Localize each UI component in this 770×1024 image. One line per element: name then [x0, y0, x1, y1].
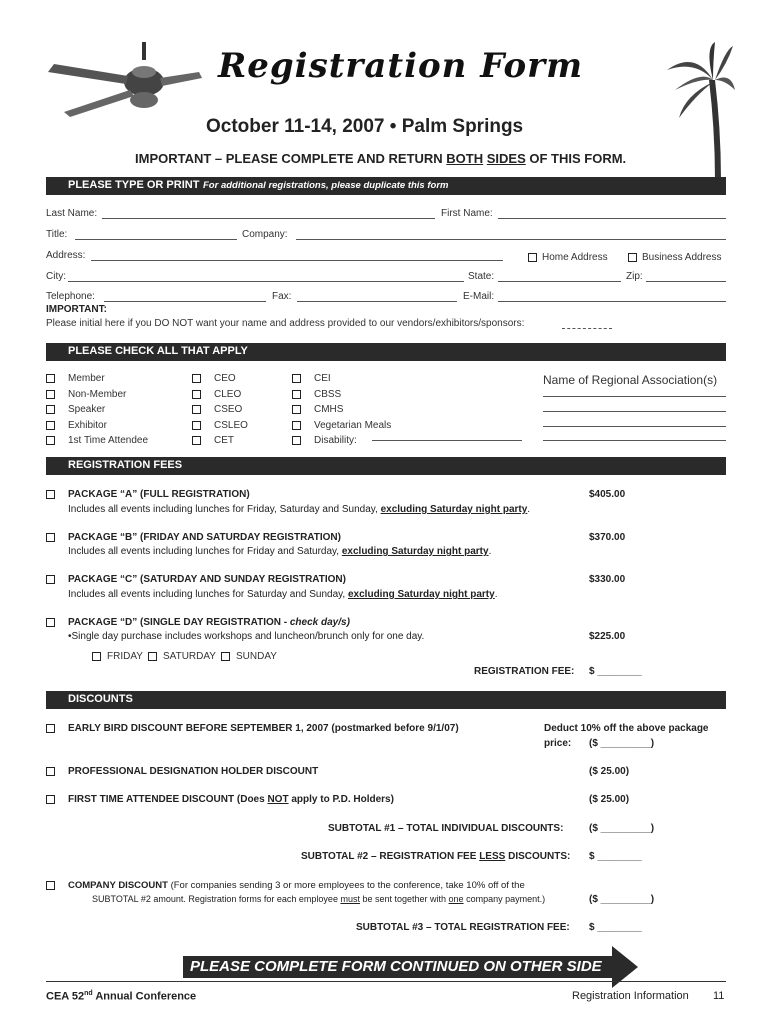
package-c-period: .: [494, 589, 498, 600]
check-all-header: [46, 343, 726, 361]
disability-field[interactable]: [372, 440, 522, 441]
package-b-price: $370.00: [589, 532, 626, 543]
package-c-desc-text: Includes all events including lunches for Saturday and Sunday,: [68, 589, 348, 600]
initial-note: Please initial here if you DO NOT want your name and address provided to our vendors/exhibitors/sponsors:: [46, 318, 525, 329]
early-bird-deduct: Deduct 10% off the above package: [544, 723, 709, 734]
designation-a-checkbox-0[interactable]: [192, 374, 201, 383]
city-label: City:: [46, 271, 66, 282]
conference-name-pre: CEA 52: [46, 990, 85, 1003]
footer-section-label: Registration Information: [572, 990, 689, 1002]
title-field[interactable]: [75, 239, 237, 240]
last-name-label: Last Name:: [46, 208, 98, 219]
designation-b-label-1: CBSS: [314, 388, 342, 400]
designation-b-label-4: Disability:: [314, 435, 357, 446]
first-name-label: First Name:: [441, 208, 493, 219]
subtotal-2-pre: SUBTOTAL #2 – REGISTRATION FEE: [301, 851, 480, 862]
city-field[interactable]: [68, 281, 464, 282]
company-discount-title: COMPANY DISCOUNT: [68, 880, 168, 891]
important-label: IMPORTANT:: [46, 304, 107, 315]
package-d-title: [68, 617, 350, 628]
business-address-label: Business Address: [642, 252, 722, 263]
registration-fee-label: REGISTRATION FEE:: [474, 666, 575, 677]
first-time-discount-value: ($ 25.00): [589, 794, 630, 805]
important-both: BOTH: [446, 151, 484, 166]
subtotal-2-value[interactable]: $ ________: [589, 851, 642, 862]
initial-field[interactable]: [562, 328, 612, 329]
company-field[interactable]: [296, 239, 726, 240]
designation-a-label-4: CET: [214, 435, 234, 446]
friday-checkbox[interactable]: [92, 652, 101, 661]
registration-fee-value[interactable]: $ ________: [589, 666, 642, 677]
important-sides: SIDES: [486, 151, 526, 166]
attendee-type-checkbox-2[interactable]: [46, 405, 55, 414]
company-line2-one: one: [448, 894, 464, 904]
registration-fees-heading: REGISTRATION FEES: [68, 459, 183, 471]
company-discount-value[interactable]: ($ _________): [589, 894, 655, 905]
designation-b-label-3: Vegetarian Meals: [314, 419, 392, 431]
designation-b-label-0: CEI: [314, 373, 331, 384]
attendee-type-label-2: Speaker: [68, 404, 106, 415]
package-d-title-text: PACKAGE “D” (SINGLE DAY REGISTRATION -: [68, 617, 290, 628]
sunday-label: SUNDAY: [236, 651, 277, 662]
regional-association-label: Name of Regional Association(s): [543, 373, 718, 387]
designation-b-checkbox-2[interactable]: [292, 405, 301, 414]
address-label: Address:: [46, 250, 86, 261]
designation-a-checkbox-2[interactable]: [192, 405, 201, 414]
package-d-description: •Single day purchase includes workshops and luncheon/brunch only for one day.: [68, 631, 425, 642]
email-field[interactable]: [498, 301, 726, 302]
package-c-description: [68, 589, 497, 600]
friday-label: FRIDAY: [107, 651, 143, 662]
continue-text: PLEASE COMPLETE FORM CONTINUED ON OTHER SIDE: [190, 958, 602, 975]
subtotal-1-value[interactable]: ($ _________): [589, 823, 655, 834]
company-label: Company:: [242, 229, 288, 240]
early-bird-label: EARLY BIRD DISCOUNT BEFORE SEPTEMBER 1, 2007 (postmarked before 9/1/07): [68, 723, 459, 734]
package-b-title: PACKAGE “B” (FRIDAY AND SATURDAY REGISTRATION): [68, 532, 341, 543]
type-or-print-header: [46, 177, 726, 195]
designation-b-checkbox-4[interactable]: [292, 436, 301, 445]
designation-a-checkbox-1[interactable]: [192, 390, 201, 399]
attendee-type-checkbox-4[interactable]: [46, 436, 55, 445]
package-c-price: $330.00: [589, 574, 626, 585]
package-c-title: PACKAGE “C” (SATURDAY AND SUNDAY REGISTRATION): [68, 574, 346, 585]
company-discount-checkbox[interactable]: [46, 881, 55, 890]
package-d-check-note: check day/s): [289, 617, 350, 628]
saturday-label: SATURDAY: [163, 651, 216, 662]
designation-a-checkbox-3[interactable]: [192, 421, 201, 430]
company-line2-must: must: [340, 894, 360, 904]
professional-discount-label: PROFESSIONAL DESIGNATION HOLDER DISCOUNT: [68, 766, 319, 777]
package-b-checkbox[interactable]: [46, 533, 55, 542]
telephone-label: Telephone:: [46, 291, 95, 302]
subtotal-2-label: [301, 851, 570, 862]
address-field[interactable]: [91, 260, 503, 261]
email-label: E-Mail:: [463, 291, 495, 302]
type-or-print-subheading: For additional registrations, please duplicate this form: [203, 180, 449, 191]
designation-b-checkbox-1[interactable]: [292, 390, 301, 399]
saturday-checkbox[interactable]: [148, 652, 157, 661]
zip-field[interactable]: [646, 281, 726, 282]
company-line2-mid: be sent together with: [359, 894, 449, 904]
designation-a-checkbox-4[interactable]: [192, 436, 201, 445]
package-d-checkbox[interactable]: [46, 618, 55, 627]
important-pre: IMPORTANT – PLEASE COMPLETE AND RETURN: [135, 151, 447, 166]
first-name-field[interactable]: [498, 218, 726, 219]
package-a-description: [68, 504, 530, 515]
telephone-field[interactable]: [104, 301, 266, 302]
subtotal-3-value[interactable]: $ ________: [589, 922, 642, 933]
subtotal-3-label: SUBTOTAL #3 – TOTAL REGISTRATION FEE:: [356, 922, 570, 933]
company-discount-line2: [92, 894, 545, 904]
conference-name-sup: nd: [84, 990, 93, 997]
regional-association-line-2[interactable]: [543, 411, 726, 412]
registration-fees-header: [46, 457, 726, 475]
form-title: Registration Form: [218, 46, 584, 86]
package-c-checkbox[interactable]: [46, 575, 55, 584]
designation-b-label-2: CMHS: [314, 404, 344, 415]
discounts-header: [46, 691, 726, 709]
attendee-type-label-3: Exhibitor: [68, 419, 107, 431]
first-time-discount-checkbox[interactable]: [46, 795, 55, 804]
home-address-checkbox[interactable]: [528, 253, 537, 262]
subtotal-1-label: SUBTOTAL #1 – TOTAL INDIVIDUAL DISCOUNTS:: [328, 823, 564, 834]
home-address-label: Home Address: [542, 252, 608, 263]
subtotal-2-less: LESS: [479, 851, 506, 862]
package-a-desc-text: Includes all events including lunches for Friday, Saturday and Sunday,: [68, 504, 381, 515]
discounts-heading: DISCOUNTS: [68, 693, 133, 705]
professional-discount-checkbox[interactable]: [46, 767, 55, 776]
sunday-checkbox[interactable]: [221, 652, 230, 661]
title-label: Title:: [46, 229, 68, 240]
first-time-discount-label: [68, 794, 394, 805]
attendee-type-checkbox-3[interactable]: [46, 421, 55, 430]
first-time-post: apply to P.D. Holders): [288, 794, 394, 805]
package-a-exclusion: excluding Saturday night party: [380, 504, 528, 515]
conference-name-post: Annual Conference: [92, 990, 197, 1003]
package-b-period: .: [488, 546, 492, 557]
fax-label: Fax:: [272, 291, 292, 302]
company-line2-post: company payment.): [463, 894, 546, 904]
package-a-checkbox[interactable]: [46, 490, 55, 499]
early-bird-price-label: price:: [544, 738, 572, 749]
page-number: 11: [713, 990, 725, 1002]
package-a-price: $405.00: [589, 489, 626, 500]
company-line2-pre: SUBTOTAL #2 amount. Registration forms for each employee: [92, 894, 341, 904]
type-or-print-heading: PLEASE TYPE OR PRINT: [68, 179, 200, 191]
professional-discount-value: ($ 25.00): [589, 766, 630, 777]
designation-a-label-3: CSLEO: [214, 419, 248, 431]
regional-association-line-3[interactable]: [543, 426, 726, 427]
ceiling-fan-icon: [44, 42, 204, 117]
regional-association-line-4[interactable]: [543, 440, 726, 441]
business-address-checkbox[interactable]: [628, 253, 637, 262]
first-time-pre: FIRST TIME ATTENDEE DISCOUNT (Does: [68, 794, 268, 805]
designation-a-label-1: CLEO: [214, 388, 242, 400]
state-field[interactable]: [498, 281, 621, 282]
package-a-period: .: [527, 504, 531, 515]
package-b-desc-text: Includes all events including lunches for Friday and Saturday,: [68, 546, 342, 557]
attendee-type-checkbox-0[interactable]: [46, 374, 55, 383]
regional-association-line-1[interactable]: [543, 396, 726, 397]
attendee-type-checkbox-1[interactable]: [46, 390, 55, 399]
conference-name: [46, 990, 196, 1003]
early-bird-price-value[interactable]: ($ _________): [589, 738, 655, 749]
company-discount-label: [68, 880, 525, 891]
designation-b-checkbox-0[interactable]: [292, 374, 301, 383]
important-post: OF THIS FORM.: [525, 151, 627, 166]
attendee-type-label-4: 1st Time Attendee: [68, 435, 149, 446]
package-c-exclusion: excluding Saturday night party: [348, 589, 495, 600]
designation-b-checkbox-3[interactable]: [292, 421, 301, 430]
attendee-type-label-0: Member: [68, 373, 105, 384]
subtotal-2-post: DISCOUNTS:: [505, 851, 571, 862]
attendee-type-label-1: Non-Member: [68, 388, 127, 400]
designation-a-label-0: CEO: [214, 373, 236, 384]
package-a-title: PACKAGE “A” (FULL REGISTRATION): [68, 489, 250, 500]
package-b-exclusion: excluding Saturday night party: [341, 546, 489, 557]
company-discount-desc: (For companies sending 3 or more employees to the conference, take 10% off of the: [167, 880, 525, 891]
early-bird-checkbox[interactable]: [46, 724, 55, 733]
important-notice: [135, 151, 626, 166]
state-label: State:: [468, 271, 495, 282]
package-d-price: $225.00: [589, 631, 626, 642]
footer-divider: [46, 981, 726, 982]
last-name-field[interactable]: [102, 218, 435, 219]
event-date-location: October 11-14, 2007 • Palm Springs: [206, 116, 524, 137]
first-time-not: NOT: [267, 794, 289, 805]
check-all-heading: PLEASE CHECK ALL THAT APPLY: [68, 345, 248, 357]
package-b-description: [68, 546, 491, 557]
fax-field[interactable]: [297, 301, 457, 302]
palm-tree-icon: [665, 40, 735, 180]
designation-a-label-2: CSEO: [214, 404, 243, 415]
zip-label: Zip:: [626, 271, 643, 282]
